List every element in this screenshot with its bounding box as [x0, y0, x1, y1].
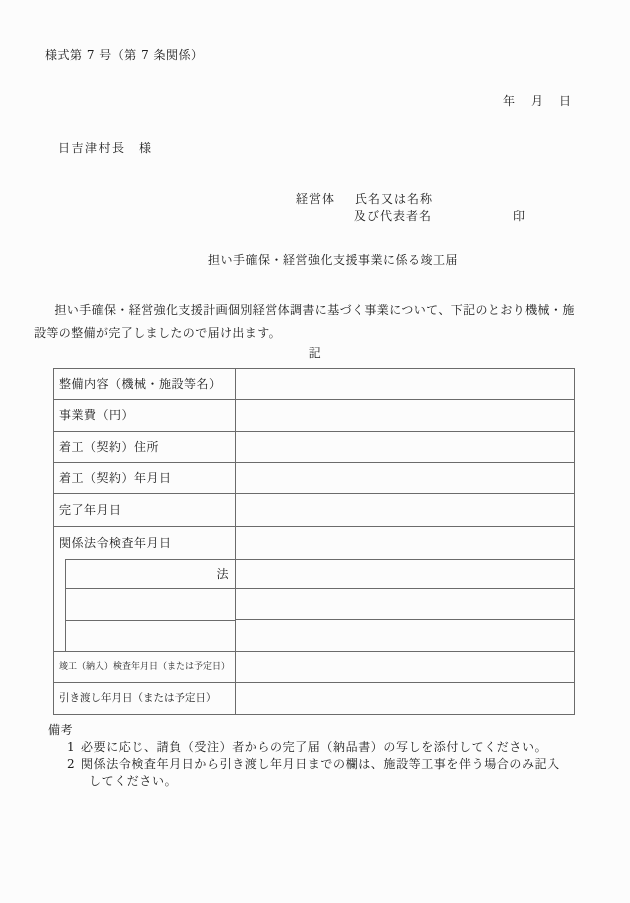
remarks-section [48, 722, 588, 790]
row-label: 着工（契約）年月日 [54, 463, 236, 493]
remarks-heading: 備考 [48, 723, 74, 737]
applicant-representative-label: 及び代表者名 [354, 209, 433, 223]
applicant-name-label: 氏名又は名称 [355, 192, 434, 206]
remark-text: 必要に応じ、請負（受注）者からの完了届（納品書）の写しを添付してください。 [81, 740, 548, 754]
table-row-completion-date [54, 494, 574, 527]
row-label: 引き渡し年月日（または予定日） [54, 683, 236, 714]
document-title: 担い手確保・経営強化支援事業に係る竣工届 [208, 253, 459, 267]
remark-item-2 [48, 756, 588, 773]
row-label: 完了年月日 [54, 494, 236, 526]
table-row-equipment [54, 369, 574, 400]
law-sub-row-value [236, 560, 574, 589]
law-inspection-value-cell [236, 527, 574, 651]
law-inspection-label-cell [54, 527, 236, 651]
table-row-start-date [54, 463, 574, 494]
law-sub-table [65, 559, 235, 651]
row-label: 関係法令検査年月日 [59, 536, 172, 551]
row-label: 事業費（円） [54, 400, 236, 431]
row-label: 竣工（納入）検査年月日（または予定日） [54, 652, 236, 682]
law-sub-row-value [236, 620, 574, 651]
table-row-law-inspection-group [54, 527, 574, 652]
table-row-start-address [54, 432, 574, 463]
row-value-cell [236, 400, 574, 431]
table-row-cost [54, 400, 574, 432]
row-label: 整備内容（機械・施設等名） [54, 369, 236, 399]
row-value-cell [236, 494, 574, 526]
row-value-cell [236, 683, 574, 714]
row-value-cell [236, 432, 574, 462]
law-sub-row-label [66, 621, 235, 652]
law-sub-row-label [66, 589, 235, 621]
date-line: 年 月 日 [503, 94, 574, 108]
remark-item-2-continuation: してください。 [89, 774, 178, 788]
form-number: 様式第 7 号（第 7 条関係） [45, 48, 204, 62]
addressee-line: 日吉津村長 様 [58, 141, 153, 155]
row-value-cell [236, 463, 574, 493]
remark-item-1 [48, 739, 588, 756]
remark-text: 関係法令検査年月日から引き渡し年月日までの欄は、施設等工事を伴う場合のみ記入 [81, 757, 560, 771]
law-sub-row-label: 法 [66, 560, 235, 589]
completion-table [53, 368, 575, 715]
table-row-handover-date [54, 683, 574, 714]
row-value-cell [236, 652, 574, 682]
row-label: 着工（契約）住所 [54, 432, 236, 462]
body-paragraph: 担い手確保・経営強化支援計画個別経営体調書に基づく事業について、下記のとおり機械・施設等の整備が完了しましたので届け出ます。 [34, 303, 575, 340]
record-marker: 記 [308, 346, 322, 360]
applicant-entity-label: 経営体 [296, 192, 336, 206]
remark-number: 1 [67, 740, 76, 754]
remark-number: 2 [67, 757, 76, 771]
table-row-inspection-date [54, 652, 574, 683]
law-sub-row-value [236, 589, 574, 621]
row-value-cell [236, 369, 574, 399]
seal-mark: 印 [513, 209, 526, 223]
row-value-cell [236, 527, 574, 560]
